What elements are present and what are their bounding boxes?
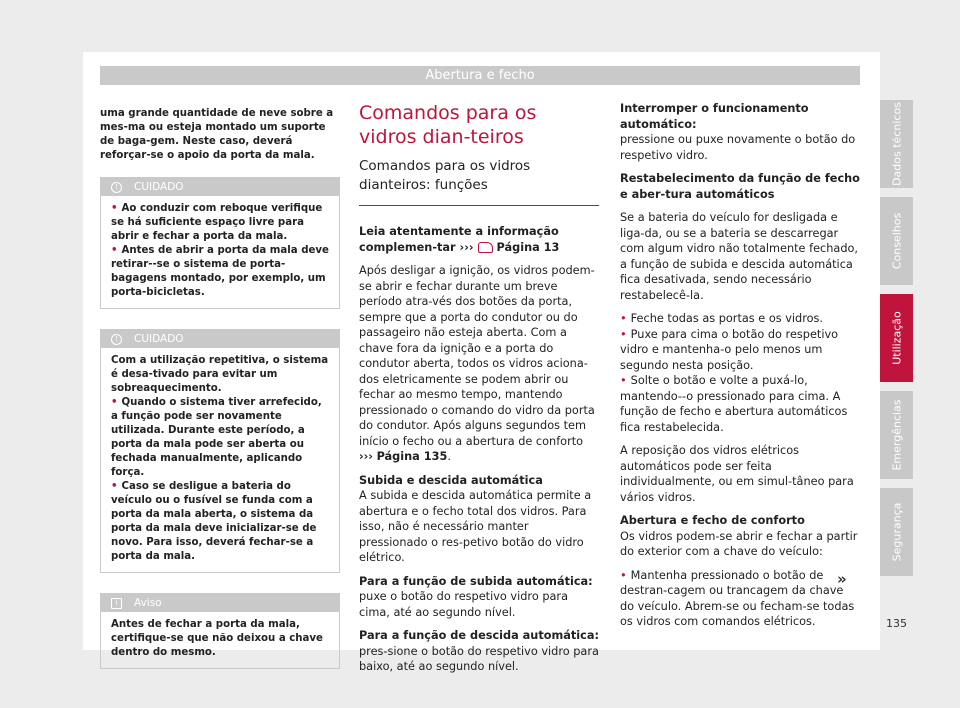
intro-text: uma grande quantidade de neve sobre a mes-ma ou esteja montado um suporte de baga-gem. Neste caso, deverá reforçar-se o apoio da porta da mala.: [100, 108, 334, 161]
paragraph: Os vidros podem-se abrir e fechar a partir do exterior com a chave do veículo:: [620, 529, 858, 558]
list-item: [111, 244, 329, 300]
item-text: Mantenha pressionado o botão de destran-cagem ou trancagem da chave do veículo. Abrem-se ou fecham-se todas os vidros com comandos elétricos.: [620, 568, 855, 628]
list-item: [620, 311, 860, 327]
bullet-icon: •: [111, 481, 118, 492]
lead-label: Leia atentamente a informação complemen-tar: [359, 225, 559, 254]
page-header: Abertura e fecho: [100, 66, 860, 85]
paragraph: pressione ou puxe novamente o botão do respetivo vidro.: [620, 133, 856, 162]
bullet-icon: •: [111, 397, 118, 408]
subheading: Subida e descida automática: [359, 473, 543, 487]
reference-arrow: ›››: [359, 450, 373, 463]
item-text: Ao conduzir com reboque verifique se há suficiente espaço livre para abrir e fechar a porta da mala.: [111, 203, 323, 242]
tab-label: Utilização: [890, 311, 903, 365]
car-icon: [478, 242, 493, 253]
list-item: [111, 202, 329, 244]
paragraph-text: Após desligar a ignição, os vidros podem-se abrir e fechar durante um breve período atra-vés dos botões da porta, sempre que a porta do condutor ou do passageiro não esteja aberta. Com a chave fora da ignição e a porta do condutor aberta, todos os vidros aciona-dos eletricamente se podem abrir ou fechar ao mesmo tempo, mantendo pressionado o comando do vidro da porta do condutor. Após alguns segundos tem início o fecho ou a abertura de conforto: [359, 264, 595, 448]
paragraph: Após desligar a ignição, os vidros podem-se abrir e fechar durante um breve período atra-vés dos botões da porta, sempre que a porta do condutor ou do passageiro não esteja aberta. Com a chave fora da ignição e a porta do condutor aberta, todos os vidros aciona-dos eletricamente se podem abrir ou fechar ao mesmo tempo, mantendo pressionado o comando do vidro da porta do condutor. Após alguns segundos tem início o fecho ou a abertura de conforto ››› Página 135.: [359, 264, 595, 463]
info-icon: i: [111, 598, 122, 609]
bullet-icon: •: [620, 327, 627, 341]
tab-utilizacao[interactable]: [880, 294, 913, 382]
list-item: [620, 373, 860, 435]
caution-header: [101, 330, 339, 348]
caution-box-2: [100, 329, 340, 573]
paragraph-text: puxe o botão do respetivo vidro para cima, até ao segundo nível.: [359, 590, 568, 619]
warning-icon: !: [111, 182, 122, 193]
paragraph: [359, 628, 599, 675]
tab-emergencias[interactable]: [880, 391, 913, 479]
bullet-icon: •: [111, 203, 118, 214]
column-left: [100, 107, 340, 689]
reference-arrow: ›››: [459, 240, 474, 254]
subheading: Abertura e fecho de conforto: [620, 514, 805, 527]
item-text: Caso se desligue a bateria do veículo ou o fusível se funda com a porta da mala aberta, o sistema da porta da mala deve inicializar-se de novo. Para isso, deverá fechar-se a porta da mala.: [111, 481, 317, 562]
column-middle: [359, 101, 599, 675]
list-item: [620, 327, 860, 374]
bullet-icon: •: [111, 245, 118, 256]
section-title: Comandos para os vidros dian-teiros: [359, 102, 537, 148]
subheading: Restabelecimento da função de fecho e aber-tura automáticos: [620, 172, 860, 201]
caution-body: [101, 348, 339, 572]
caution-header: [101, 178, 339, 196]
bullet-icon: •: [620, 312, 627, 325]
item-text: Solte o botão e volte a puxá-lo, mantendo--o pressionado para cima. A função de fecho e abertura automáticos fica restabelecida.: [620, 374, 848, 434]
notice-box: [100, 593, 340, 669]
notice-header: [101, 594, 339, 612]
tab-conselhos[interactable]: [880, 197, 913, 285]
page-reference-link[interactable]: Página 13: [496, 240, 560, 254]
tab-label: Emergências: [890, 399, 903, 471]
caution-box-1: [100, 177, 340, 309]
notice-body: Antes de fechar a porta da mala, certifique-se que não deixou a chave dentro do mesmo.: [111, 619, 323, 658]
section-subtitle: Comandos para os vidros dianteiros: funções: [359, 157, 599, 206]
caution-text: Com a utilização repetitiva, o sistema é desa-tivado para evitar um sobreaquecimento.: [111, 355, 329, 394]
caution-title: CUIDADO: [134, 333, 184, 345]
column-right: [620, 101, 860, 630]
paragraph: A reposição dos vidros elétricos automáticos pode ser feita individualmente, ou em simul-tâneo para vários vidros.: [620, 444, 854, 504]
tab-label: Segurança: [890, 502, 903, 562]
label: Para a função de subida automática:: [359, 574, 593, 588]
caution-title: CUIDADO: [134, 181, 184, 193]
lead-text: [359, 224, 599, 255]
subheading: Interromper o funcionamento automático:: [620, 102, 809, 131]
tab-seguranca[interactable]: [880, 488, 913, 576]
paragraph: A subida e descida automática permite a abertura e o fecho total dos vidros. Para isso, não é necessário manter pressionado o res-petivo botão do vidro elétrico.: [359, 489, 592, 564]
continue-arrow-icon: »: [837, 570, 847, 588]
warning-icon: !: [111, 334, 122, 345]
item-text: Puxe para cima o botão do respetivo vidro e mantenha-o pelo menos um segundo nesta posição.: [620, 327, 839, 372]
page-number: 135: [886, 617, 907, 630]
caution-body: [101, 196, 339, 308]
bullet-icon: •: [620, 374, 627, 387]
list-item: [620, 568, 860, 630]
item-text: Antes de abrir a porta da mala deve retirar--se o sistema de porta-bagagens montado, por exemplo, um porta-bicicletas.: [111, 245, 329, 298]
paragraph: Se a bateria do veículo for desligada e liga-da, ou se a bateria se descarregar com algum vidro não totalmente fechado, a função de subida e descida automática fica desativada, sendo necessário restabelecê-la.: [620, 211, 858, 302]
item-text: Quando o sistema tiver arrefecido, a função pode ser novamente utilizada. Durante este período, a porta da mala pode ser aberta ou fechada manualmente, aplicando força.: [111, 397, 322, 478]
tab-label: Conselhos: [890, 212, 903, 270]
list-item: [111, 396, 329, 480]
paragraph: [359, 574, 599, 621]
tab-label: Dados técnicos: [890, 102, 903, 186]
list-item: [111, 480, 329, 564]
item-text: Feche todas as portas e os vidros.: [630, 312, 823, 325]
tab-dados-tecnicos[interactable]: [880, 100, 913, 188]
label: Para a função de descida automática:: [359, 629, 599, 642]
bullet-icon: •: [620, 568, 627, 582]
paragraph-text: pres-sione o botão do respetivo vidro para baixo, até ao segundo nível.: [359, 644, 599, 673]
page-reference-link[interactable]: Página 135: [376, 450, 448, 463]
notice-title: Aviso: [134, 597, 162, 609]
